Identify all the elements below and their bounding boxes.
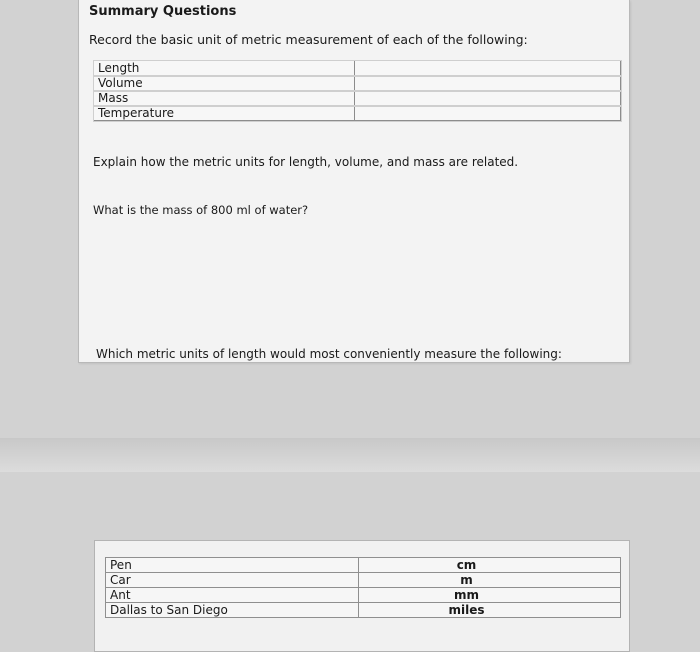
table-row	[94, 61, 621, 76]
length-row-unit[interactable]: mm	[359, 588, 621, 603]
units-row-answer[interactable]	[355, 106, 621, 121]
question-length-units: Which metric units of length would most conveniently measure the following:	[96, 347, 562, 361]
worksheet-title: Summary Questions	[89, 4, 237, 19]
units-row-label: Length	[94, 61, 355, 76]
units-row-label: Temperature	[94, 106, 355, 121]
metric-units-table	[93, 60, 621, 121]
units-instruction: Record the basic unit of metric measurement of each of the following:	[89, 32, 528, 47]
table-row	[106, 588, 621, 603]
table-row	[94, 76, 621, 91]
worksheet-page-top	[78, 0, 630, 363]
table-row	[106, 558, 621, 573]
units-row-answer[interactable]	[355, 61, 621, 76]
page-gap-shadow	[0, 438, 700, 472]
length-row-item: Pen	[106, 558, 359, 573]
question-water-mass: What is the mass of 800 ml of water?	[93, 203, 309, 217]
length-row-unit[interactable]: cm	[359, 558, 621, 573]
units-row-answer[interactable]	[355, 76, 621, 91]
question-units-related: Explain how the metric units for length, volume, and mass are related.	[93, 155, 519, 169]
units-row-answer[interactable]	[355, 91, 621, 106]
length-row-item: Ant	[106, 588, 359, 603]
worksheet-page-bottom	[94, 540, 630, 652]
units-row-label: Mass	[94, 91, 355, 106]
length-row-unit[interactable]: m	[359, 573, 621, 588]
length-units-table	[105, 557, 621, 618]
table-row	[94, 91, 621, 106]
length-row-item: Car	[106, 573, 359, 588]
length-row-unit[interactable]: miles	[359, 603, 621, 618]
length-row-item: Dallas to San Diego	[106, 603, 359, 618]
units-row-label: Volume	[94, 76, 355, 91]
table-row	[106, 573, 621, 588]
table-row	[106, 603, 621, 618]
table-row	[94, 106, 621, 121]
